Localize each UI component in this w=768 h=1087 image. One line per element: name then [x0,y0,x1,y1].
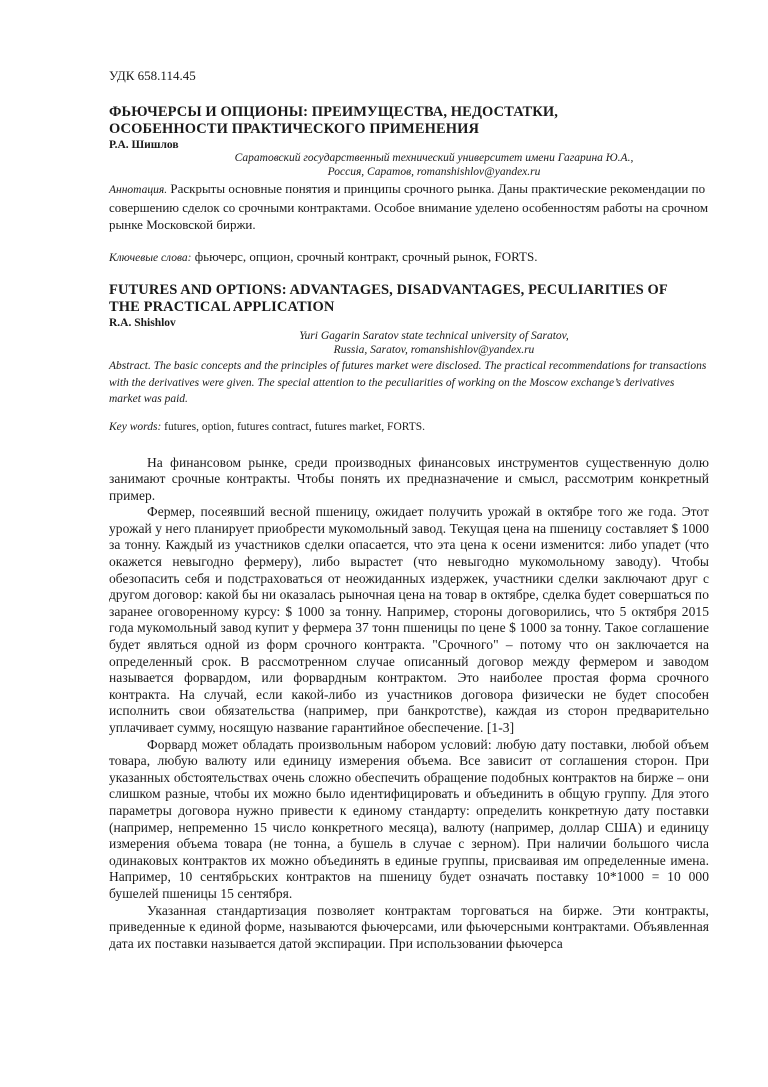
abstract-ru-label: Аннотация. [109,184,168,196]
affiliation-en [109,330,709,357]
affiliation-en-line1: Yuri Gagarin Saratov state technical university of Saratov, [299,330,569,342]
title-ru-line2: ОСОБЕННОСТИ ПРАКТИЧЕСКОГО ПРИМЕНЕНИЯ [109,121,480,137]
keywords-en-label: Key words: [109,420,162,433]
author-en: R.A. Shishlov [109,317,176,329]
keywords-ru [109,249,709,266]
paper-title-en [109,282,709,316]
paper-body [109,455,709,953]
author-ru: Р.А. Шишлов [109,139,179,151]
abstract-en-text: The basic concepts and the principles of futures market were disclosed. The practical recommendations for transactions with the derivatives were given. The special attention to the peculiarities of working on the Moscow exchange’s derivatives market was paid. [109,360,707,405]
udc-code: УДК 658.114.45 [109,68,196,83]
affiliation-ru [109,152,709,179]
affiliation-ru-line2: Россия, Саратов, romanshishlov@yandex.ru [327,165,541,178]
paper-page [109,68,709,952]
affiliation-en-line2: Russia, Saratov, romanshishlov@yandex.ru [333,343,535,356]
affiliation-ru-line1: Саратовский государственный технический университет имени Гагарина Ю.А., [234,152,634,164]
title-en-line1: FUTURES AND OPTIONS: ADVANTAGES, DISADVANTAGES, PECULIARITIES OF [109,282,668,298]
abstract-ru-text: Раскрыты основные понятия и принципы срочного рынка. Даны практические рекомендации по совершению сделок со срочными контрактами. Особое внимание уделено особенностям работы на срочном рынке Московской биржи. [109,181,709,232]
body-paragraph-2: Фермер, посеявший весной пшеницу, ожидает получить урожай в октябре того же года. Этот урожай у него планирует приобрести мукомольный завод. Текущая цена на пшеницу составляет $ 1000 за тонну. Каждый из участников сделки опасается, что эта цена к осени изменится: либо упадет (что окажется невыгодно фермеру), либо вырастет (что невыгодно мукомольному заводу). Чтобы обезопасить себя и подстраховаться от неожиданных издержек, участники сделки заключают друг с другом договор: какой бы ни оказалась рыночная цена на товар в октябре, сделка будет совершаться по заранее оговоренному курсу: $ 1000 за тонну. Например, стороны договорились, что 5 октября 2015 года мукомольный завод купит у фермера 37 тонн пшеницы по цене $ 1000 за тонну. Такое соглашение будет являться одной из форм срочного контракта. "Срочного" – потому что он заключается на определенный срок. В рассмотренном случае описанный договор между фермером и заводом называется форвардом, или форвардным контрактом. Это наиболее простая форма срочного контракта. На случай, если какой-либо из участников договора физически не будет способен исполнить свои обязательства (например, при банкротстве), каждая из сторон предварительно уплачивает сумму, носящую название гарантийное обеспечение. [1-3] [109,504,709,735]
body-paragraph-3: Форвард может обладать произвольным набором условий: любую дату поставки, любой объем товара, любую валюту или единицу измерения объема. Все зависит от соглашения сторон. При указанных обстоятельствах очень сложно обеспечить обращение подобных контрактов на бирже – они слишком разные, чтобы их можно было идентифицировать и объединить в общую группу. Для этого параметры договора нужно привести к единому стандарту: определить конкретную дату поставки (например, непременно 15 число конкретного месяца), валюту (например, доллар США) и единицу измерения объема товара (не тонна, а бушель в случае с зерном). При наличии большого числа одинаковых контрактов их можно объединять в единые группы, присваивая им определенные имена. Например, 10 сентябрьских контрактов на пшеницу будет означать поставку 10*1000 = 10 000 бушелей пшеницы 15 сентября. [109,736,709,901]
keywords-ru-text: фьючерс, опцион, срочный контракт, срочный рынок, FORTS. [191,249,538,264]
abstract-ru [109,180,709,233]
paper-title-ru [109,104,709,138]
keywords-en-text: futures, option, futures contract, futures market, FORTS. [161,420,426,433]
keywords-ru-label: Ключевые слова: [109,252,192,264]
title-ru-line1: ФЬЮЧЕРСЫ И ОПЦИОНЫ: ПРЕИМУЩЕСТВА, НЕДОСТАТКИ, [109,104,558,120]
abstract-en-label: Abstract. [109,360,151,372]
abstract-en [109,358,709,408]
title-en-line2: THE PRACTICAL APPLICATION [109,299,335,315]
body-paragraph-4: Указанная стандартизация позволяет контрактам торговаться на бирже. Эти контракты, приведенные к единой форме, называются фьючерсами, или фьючерсными контрактами. Объявленная дата их поставки называется датой экспирации. При использовании фьючерса [109,902,709,951]
body-paragraph-1: На финансовом рынке, среди производных финансовых инструментов существенную долю занимают срочные контракты. Чтобы понять их предназначение и смысл, рассмотрим конкретный пример. [109,454,709,503]
keywords-en [109,420,709,435]
